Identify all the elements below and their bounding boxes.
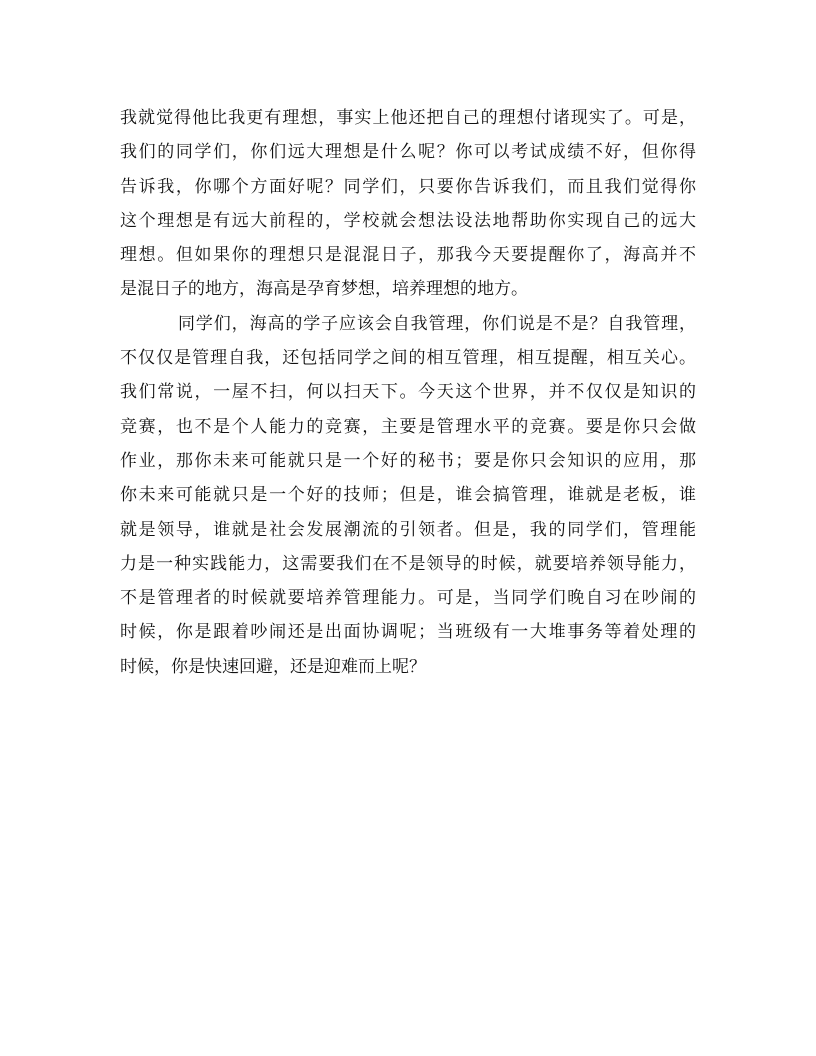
- text-line: 告诉我，你哪个方面好呢？同学们，只要你告诉我们，而且我们觉得你: [120, 176, 696, 197]
- text-line: 不仅仅是管理自我，还包括同学之间的相互管理，相互提醒，相互关心。: [120, 348, 696, 369]
- text-line: 我们的同学们，你们远大理想是什么呢？你可以考试成绩不好，但你得: [120, 142, 696, 163]
- paragraph-2: [120, 307, 696, 684]
- text-line: 时候，你是快速回避，还是迎难而上呢？: [120, 656, 426, 677]
- text-line: 就是领导，谁就是社会发展潮流的引领者。但是，我的同学们，管理能: [120, 519, 696, 540]
- text-line: 力是一种实践能力，这需要我们在不是领导的时候，就要培养领导能力，: [120, 553, 696, 574]
- text-line: 竞赛，也不是个人能力的竞赛，主要是管理水平的竞赛。要是你只会做: [120, 416, 696, 437]
- body-text: [120, 101, 696, 684]
- text-line: 我们常说，一屋不扫，何以扫天下。今天这个世界，并不仅仅是知识的: [120, 382, 696, 403]
- paragraph-1: [120, 101, 696, 307]
- text-line: 不是管理者的时候就要培养管理能力。可是，当同学们晚自习在吵闹的: [120, 588, 696, 609]
- text-line: 作业，那你未来可能就只是一个好的秘书；要是你只会知识的应用，那: [120, 450, 696, 471]
- text-line: 同学们，海高的学子应该会自我管理，你们说是不是？自我管理，: [178, 313, 696, 334]
- text-line: 这个理想是有远大前程的，学校就会想法设法地帮助你实现自己的远大: [120, 210, 696, 231]
- text-line: 时候，你是跟着吵闹还是出面协调呢；当班级有一大堆事务等着处理的: [120, 622, 696, 643]
- text-line: 我就觉得他比我更有理想，事实上他还把自己的理想付诸现实了。可是，: [120, 108, 696, 128]
- text-line: 理想。但如果你的理想只是混混日子，那我今天要提醒你了，海高并不: [120, 245, 696, 266]
- text-line: 你未来可能就只是一个好的技师；但是，谁会搞管理，谁就是老板，谁: [120, 485, 696, 506]
- text-line: 是混日子的地方，海高是孕育梦想，培养理想的地方。: [120, 279, 528, 300]
